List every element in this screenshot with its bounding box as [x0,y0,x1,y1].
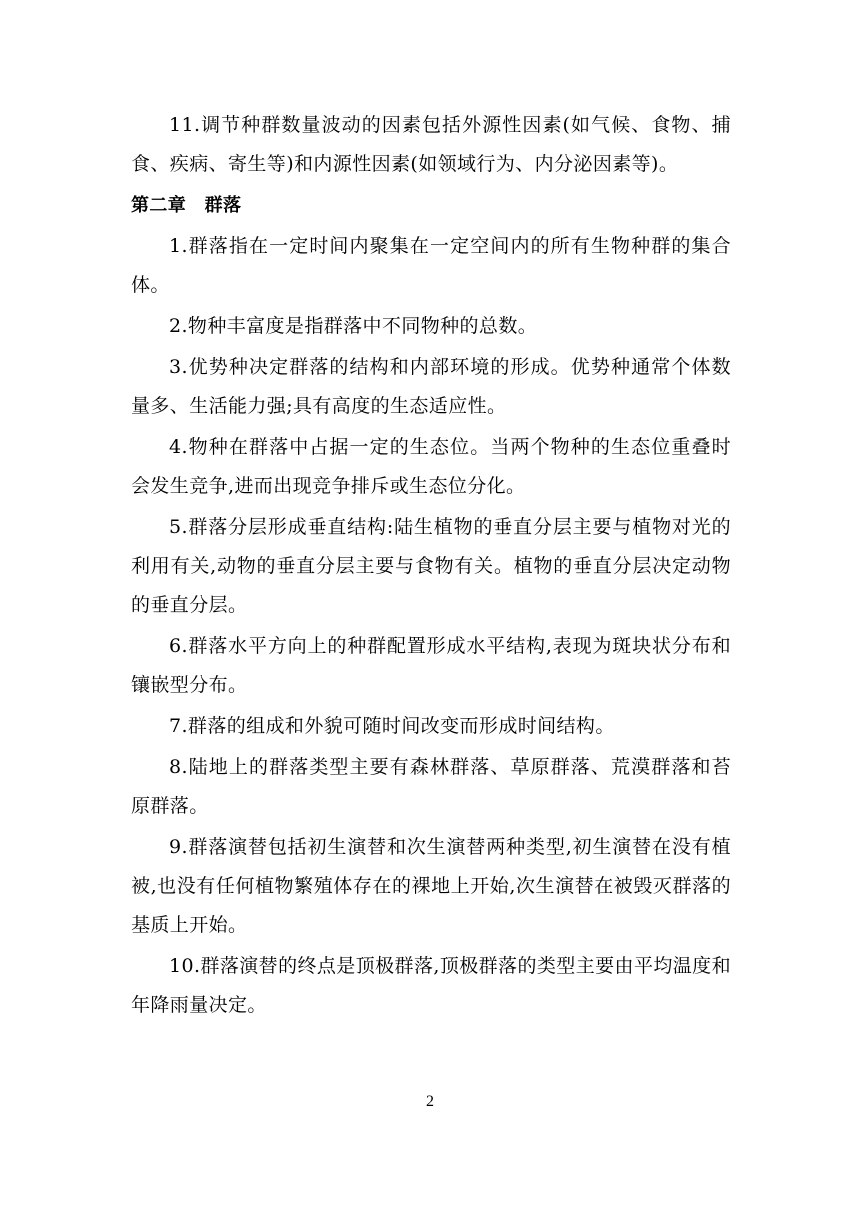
paragraph-succession: 9.群落演替包括初生演替和次生演替两种类型,初生演替在没有植被,也没有任何植物繁殖体存在的裸地上开始,次生演替在被毁灭群落的基质上开始。 [131,836,731,936]
page-number: 2 [426,1093,434,1110]
paragraph-community-types: 8.陆地上的群落类型主要有森林群落、草原群落、荒漠群落和苔原群落。 [131,756,731,817]
chapter-heading: 第二章 群落 [131,195,242,216]
paragraph-climax-community: 10.群落演替的终点是顶极群落,顶极群落的类型主要由平均温度和年降雨量决定。 [131,955,731,1016]
paragraph-community-definition: 1.群落指在一定时间内聚集在一定空间内的所有生物种群的集合体。 [131,235,731,296]
paragraph-population-factors: 11.调节种群数量波动的因素包括外源性因素(如气候、食物、捕食、疾病、寄生等)和内源性因素(如领域行为、内分泌因素等)。 [131,114,731,175]
paragraph-time-structure: 7.群落的组成和外貌可随时间改变而形成时间结构。 [169,715,615,737]
page-content [131,106,731,1027]
paragraph-horizontal-structure: 6.群落水平方向上的种群配置形成水平结构,表现为斑块状分布和镶嵌型分布。 [131,635,731,696]
paragraph-dominant-species: 3.优势种决定群落的结构和内部环境的形成。优势种通常个体数量多、生活能力强;具有高度的生态适应性。 [131,356,731,417]
paragraph-niche: 4.物种在群落中占据一定的生态位。当两个物种的生态位重叠时会发生竞争,进而出现竞争排斥或生态位分化。 [131,436,731,497]
paragraph-species-richness: 2.物种丰富度是指群落中不同物种的总数。 [169,315,538,337]
paragraph-vertical-structure: 5.群落分层形成垂直结构:陆生植物的垂直分层主要与植物对光的利用有关,动物的垂直分层主要与食物有关。植物的垂直分层决定动物的垂直分层。 [131,516,731,616]
